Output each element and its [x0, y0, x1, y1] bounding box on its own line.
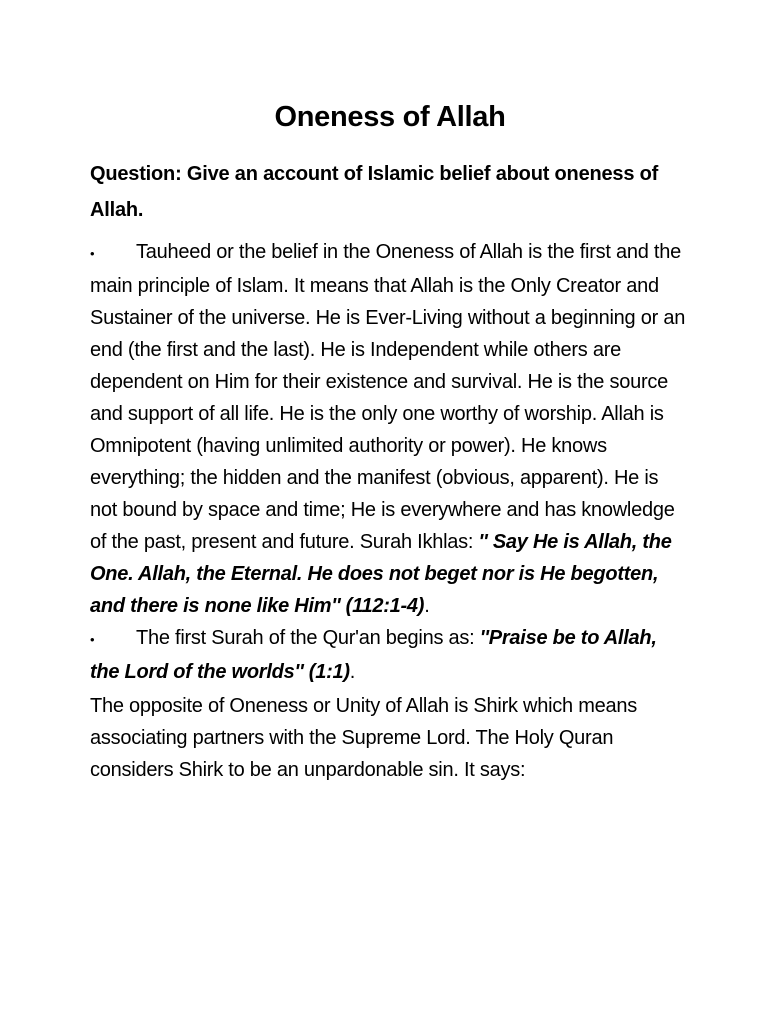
bullet-item-tauheed [90, 236, 690, 622]
closing-paragraph: The opposite of Oneness or Unity of Allah is Shirk which means associating partners with the Supreme Lord. The Holy Quran considers Shirk to be an unpardonable sin. It says: [90, 695, 637, 781]
quote-surah-fatiha: ''Praise be to Allah, the Lord of the worlds'' (1:1) [90, 627, 657, 683]
question-heading: Question: Give an account of Islamic belief about oneness of Allah. [90, 163, 659, 221]
bullet-icon: • [90, 246, 95, 261]
bullet-icon: • [90, 632, 95, 647]
bullet-trailing-punctuation: . [424, 595, 430, 617]
bullet-item-first-surah [90, 622, 690, 688]
document-page [90, 0, 690, 786]
bullet-text: The first Surah of the Qur'an begins as: [136, 627, 480, 649]
bullet-trailing-punctuation: . [349, 661, 356, 683]
quote-surah-ikhlas: '' Say He is Allah, the One. Allah, the Eternal. He does not beget nor is He begotten, and there is none like Him'' (112:1-4) [90, 531, 672, 617]
bullet-text: Tauheed or the belief in the Oneness of Allah is the first and the main principle of Islam. It means that Allah is the Only Creator and Sustainer of the universe. He is Ever-Living without a beginning or an end (the first and the last). He is Independent while others are dependent on Him for their existence and survival. He is the source and support of all life. He is the only one worthy of worship. Allah is Omnipotent (having unlimited authority or power). He knows everything; the hidden and the manifest (obvious, apparent). He is not bound by space and time; He is everywhere and has knowledge of the past, present and future. Surah Ikhlas: [90, 241, 686, 553]
page-title: Oneness of Allah [274, 101, 506, 133]
